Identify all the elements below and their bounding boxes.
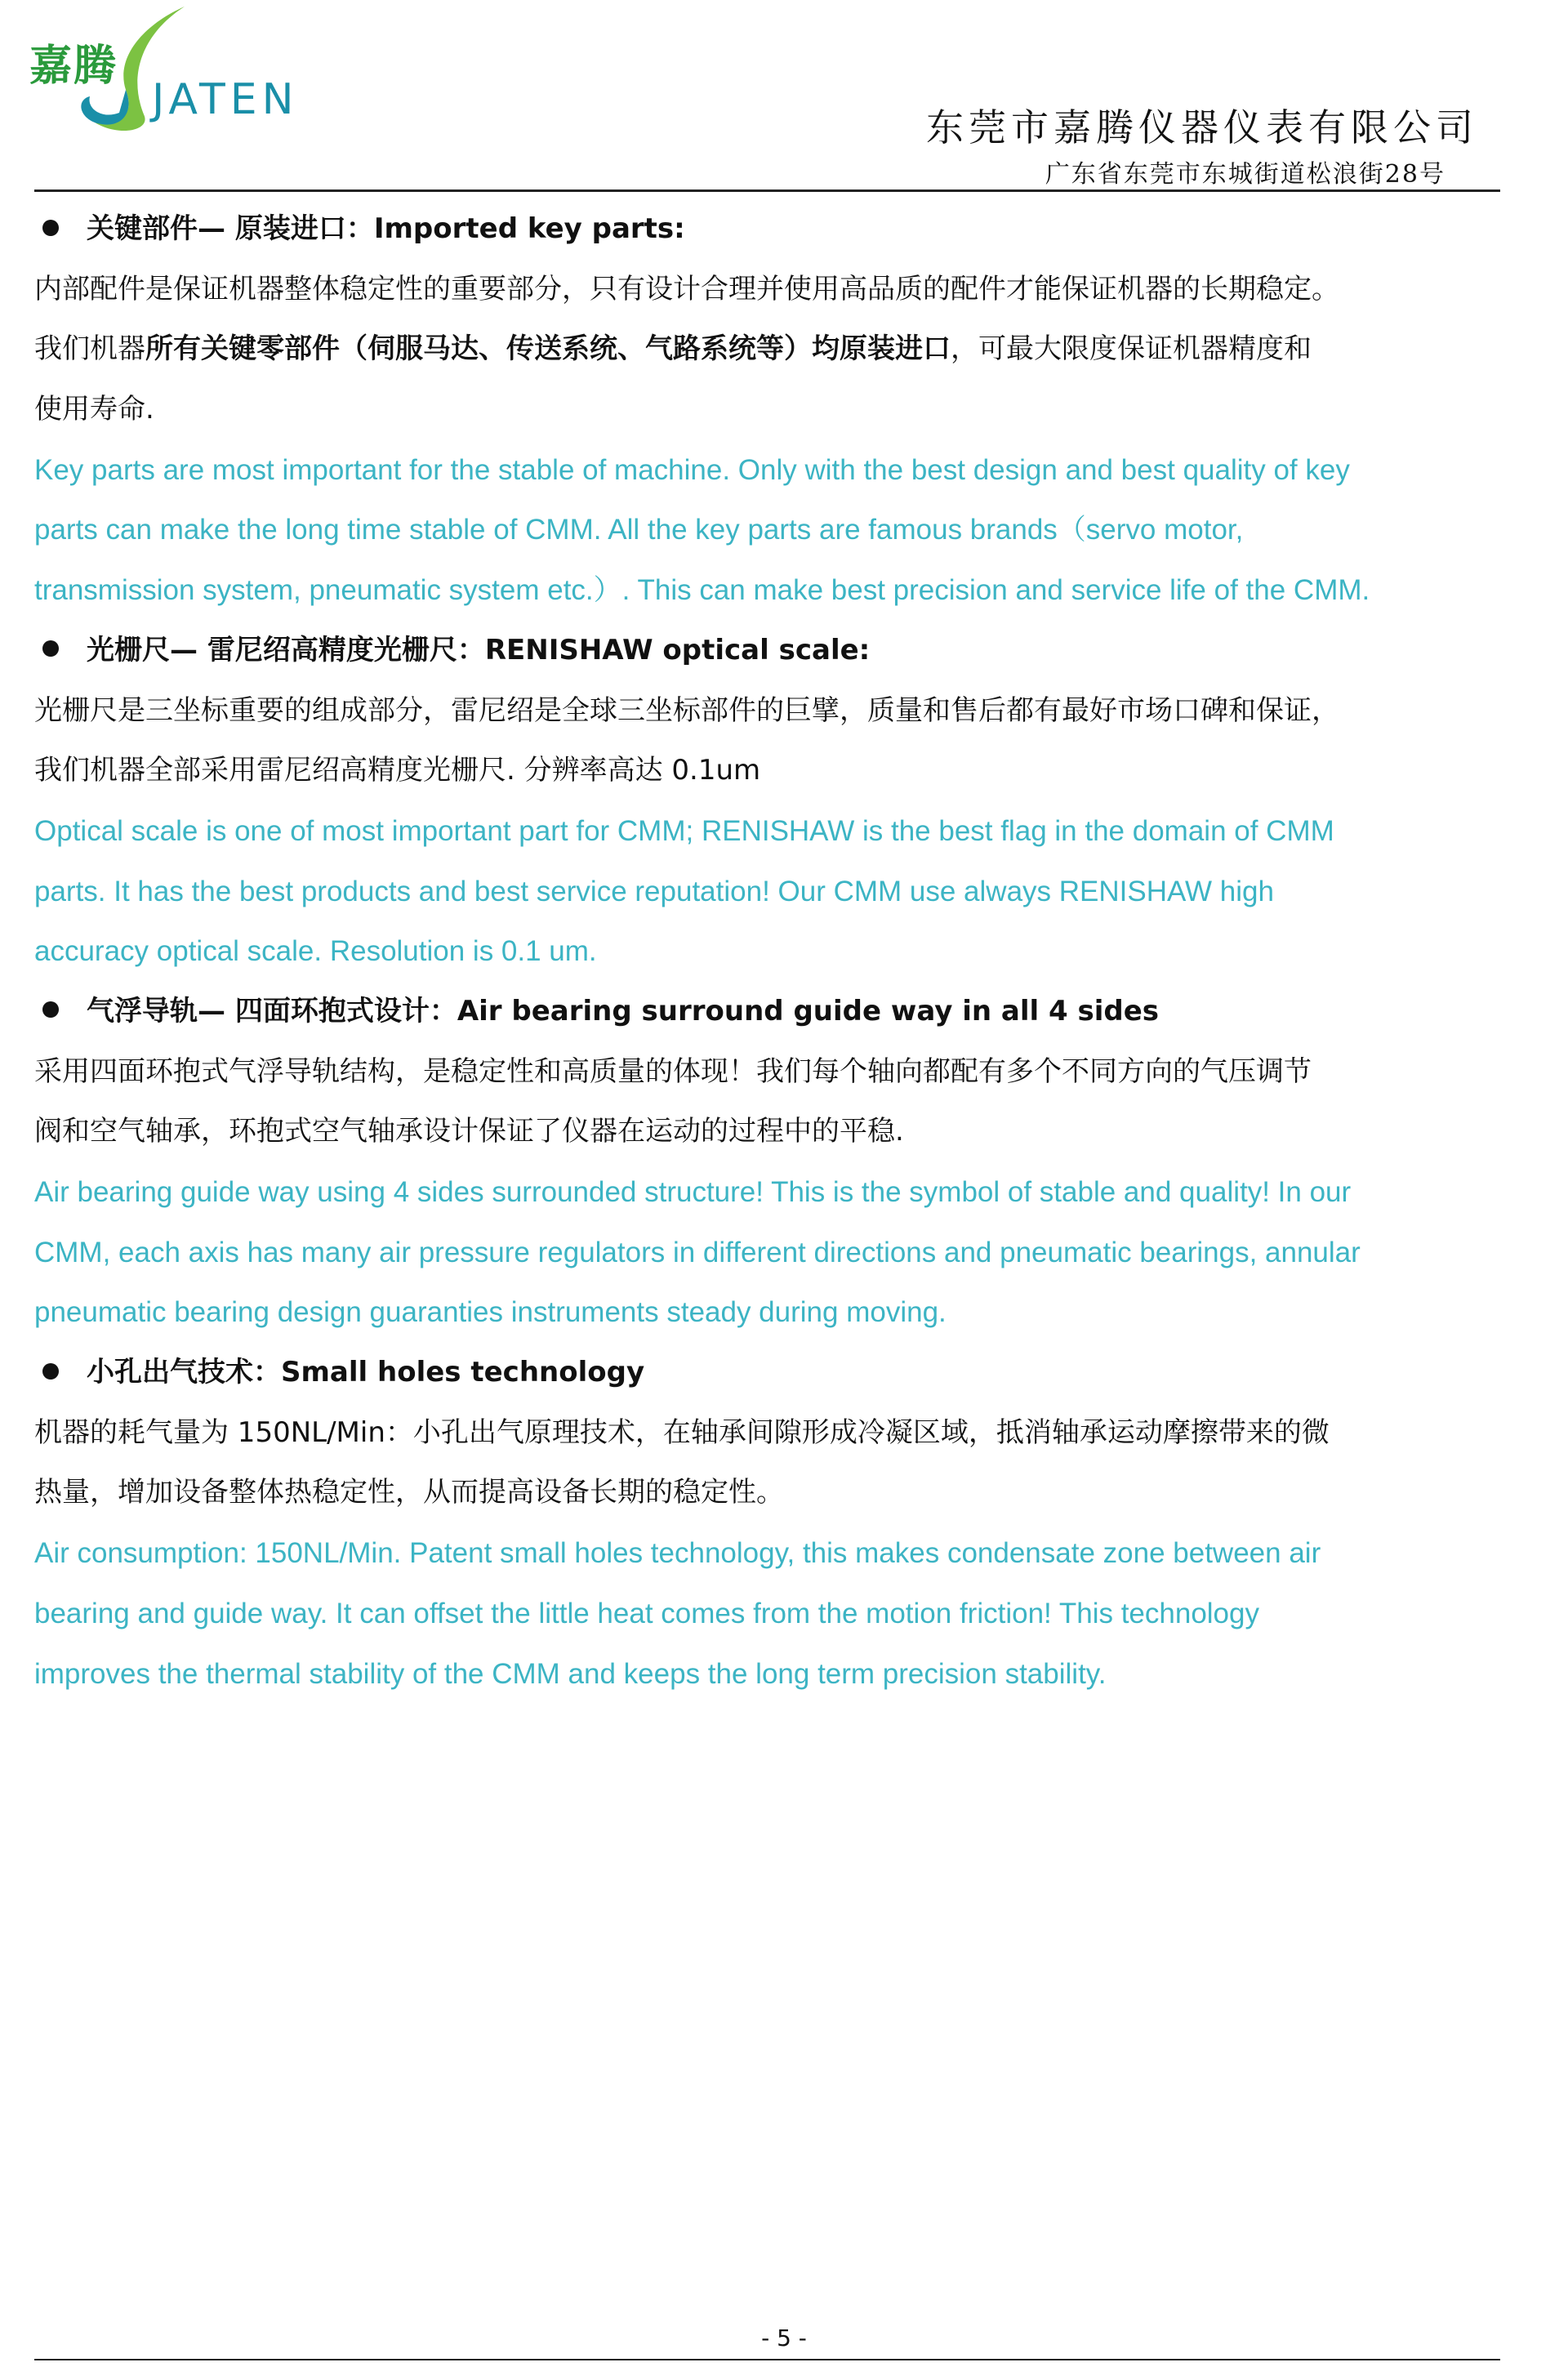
paragraph-line-cn: 使用寿命. bbox=[34, 393, 154, 426]
bullet-icon bbox=[42, 1363, 59, 1380]
company-logo bbox=[29, 0, 340, 143]
document-body bbox=[34, 199, 1504, 1704]
bullet-icon bbox=[42, 1001, 59, 1018]
paragraph-line-cn: 热量，增加设备整体热稳定性，从而提高设备长期的稳定性。 bbox=[34, 1476, 784, 1509]
paragraph-line-cn: 我们机器所有关键零部件（伺服马达、传送系统、气路系统等）均原装进口，可最大限度保证机器精度和 bbox=[34, 332, 1312, 366]
logo-english-text: JATEN bbox=[152, 75, 299, 124]
section-heading: 光栅尺— 雷尼绍高精度光栅尺：RENISHAW optical scale: bbox=[34, 621, 1504, 681]
paragraph-line-en: transmission system, pneumatic system etc.）. This can make best precision and service life of the CMM. bbox=[34, 574, 1370, 607]
paragraph-line-en: Air bearing guide way using 4 sides surrounded structure! This is the symbol of stable and quality! In our bbox=[34, 1176, 1352, 1208]
bullet-icon bbox=[42, 220, 59, 236]
paragraph-line-en: bearing and guide way. It can offset the little heat comes from the motion friction! This technology bbox=[34, 1597, 1259, 1629]
company-address: 广东省东莞市东城街道松浪街28号 bbox=[1045, 160, 1446, 189]
paragraph-line-en: parts can make the long time stable of CMM. All the key parts are famous brands（servo motor, bbox=[34, 514, 1244, 546]
bullet-icon bbox=[42, 640, 59, 657]
paragraph-line-cn: 光栅尺是三坐标重要的组成部分，雷尼绍是全球三坐标部件的巨擘，质量和售后都有最好市场口碑和保证， bbox=[34, 693, 1339, 727]
paragraph-line-cn: 阀和空气轴承，环抱式空气轴承设计保证了仪器在运动的过程中的平稳. bbox=[34, 1115, 904, 1148]
paragraph-line-en: Optical scale is one of most important part for CMM; RENISHAW is the best flag in the domain of CMM bbox=[34, 814, 1334, 847]
page-number: - 5 - bbox=[761, 2325, 807, 2351]
paragraph-line-en: pneumatic bearing design guaranties instruments steady during moving. bbox=[34, 1296, 947, 1329]
paragraph-line-en: Key parts are most important for the stable of machine. Only with the best design and best quality of key bbox=[34, 453, 1350, 486]
paragraph-line-en: parts. It has the best products and best service reputation! Our CMM use always RENISHAW high bbox=[34, 875, 1274, 907]
section-heading: 关键部件— 原装进口：Imported key parts: bbox=[34, 199, 1504, 260]
paragraph-line-en: accuracy optical scale. Resolution is 0.1 um. bbox=[34, 935, 597, 968]
paragraph-line-en: CMM, each axis has many air pressure regulators in different directions and pneumatic bearings, annular bbox=[34, 1236, 1361, 1268]
logo-chinese-text: 嘉腾 bbox=[29, 42, 118, 91]
company-name: 东莞市嘉腾仪器仪表有限公司 bbox=[926, 105, 1478, 149]
paragraph-line-cn: 采用四面环抱式气浮导轨结构，是稳定性和高质量的体现！我们每个轴向都配有多个不同方向的气压调节 bbox=[34, 1054, 1312, 1088]
paragraph-line-en: Air consumption: 150NL/Min. Patent small holes technology, this makes condensate zone between air bbox=[34, 1537, 1321, 1570]
footer-divider bbox=[34, 2359, 1500, 2360]
paragraph-line-cn: 机器的耗气量为 150NL/Min：小孔出气原理技术，在轴承间隙形成冷凝区域，抵消轴承运动摩擦带来的微 bbox=[34, 1415, 1330, 1449]
paragraph-line-cn: 内部配件是保证机器整体稳定性的重要部分，只有设计合理并使用高品质的配件才能保证机器的长期稳定。 bbox=[34, 272, 1339, 305]
header-divider bbox=[34, 189, 1500, 192]
paragraph-line-cn: 我们机器全部采用雷尼绍高精度光栅尺. 分辨率高达 0.1um bbox=[34, 754, 761, 787]
section-heading: 小孔出气技术：Small holes technology bbox=[34, 1343, 1504, 1403]
section-heading: 气浮导轨— 四面环抱式设计：Air bearing surround guide way in all 4 sides bbox=[34, 982, 1504, 1042]
paragraph-line-en: improves the thermal stability of the CMM and keeps the long term precision stability. bbox=[34, 1657, 1107, 1690]
